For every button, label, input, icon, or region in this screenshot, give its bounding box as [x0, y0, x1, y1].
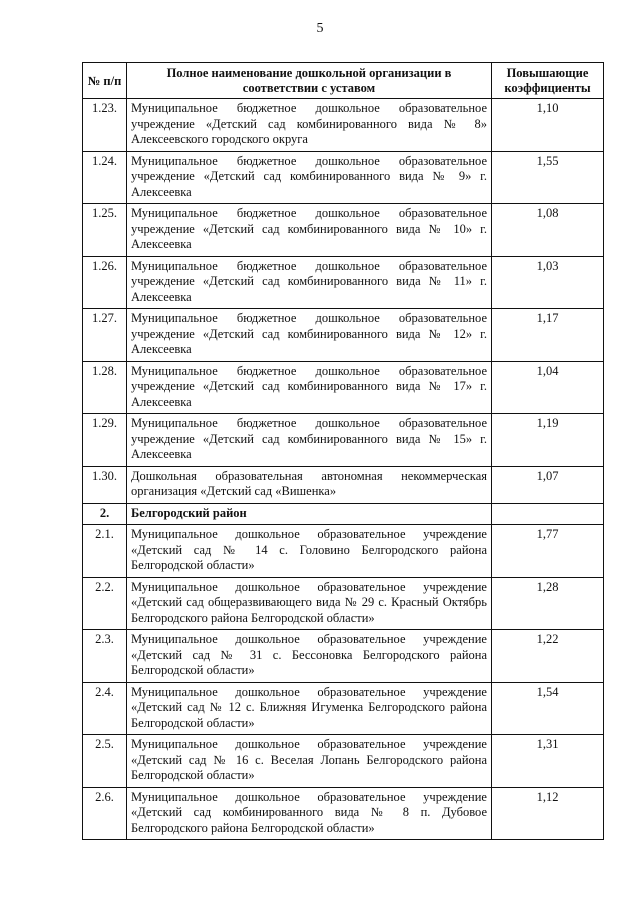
table-row [83, 256, 604, 309]
row-coef: 1,19 [492, 414, 604, 467]
row-num: 1.27. [83, 309, 127, 362]
row-name: Муниципальное дошкольное образовательное учреждение «Детский сад № 31 с. Бессоновка Белгородского района Белгородской области» [127, 630, 492, 683]
row-num: 1.24. [83, 151, 127, 204]
row-num: 1.28. [83, 361, 127, 414]
row-coef: 1,55 [492, 151, 604, 204]
row-coef: 1,10 [492, 99, 604, 152]
row-name: Муниципальное дошкольное образовательное учреждение «Детский сад комбинированного вида № 8 п. Дубовое Белгородского района Белгородской области» [127, 787, 492, 840]
table-row [83, 630, 604, 683]
row-num: 2.5. [83, 735, 127, 788]
table-row [83, 466, 604, 503]
row-coef: 1,12 [492, 787, 604, 840]
section-row [83, 503, 604, 525]
table-row [83, 151, 604, 204]
row-coef: 1,07 [492, 466, 604, 503]
page-number: 5 [316, 21, 324, 36]
row-name: Муниципальное дошкольное образовательное учреждение «Детский сад № 16 с. Веселая Лопань Белгородского района Белгородской области» [127, 735, 492, 788]
table-row [83, 787, 604, 840]
row-name: Муниципальное бюджетное дошкольное образовательное учреждение «Детский сад комбинированного вида № 11» г. Алексеевка [127, 256, 492, 309]
table-row [83, 99, 604, 152]
table-row [83, 204, 604, 257]
row-coef: 1,28 [492, 577, 604, 630]
row-num: 1.29. [83, 414, 127, 467]
row-name: Муниципальное бюджетное дошкольное образовательное учреждение «Детский сад комбинированного вида № 17» г. Алексеевка [127, 361, 492, 414]
row-name: Муниципальное дошкольное образовательное учреждение «Детский сад № 12 с. Ближняя Игуменка Белгородского района Белгородской области» [127, 682, 492, 735]
table-row [83, 525, 604, 578]
table-row [83, 577, 604, 630]
row-name: Муниципальное дошкольное образовательное учреждение «Детский сад № 14 с. Головино Белгородского района Белгородской области» [127, 525, 492, 578]
table-row [83, 414, 604, 467]
row-num: 2. [83, 503, 127, 525]
row-num: 2.3. [83, 630, 127, 683]
header-num: № п/п [83, 63, 127, 99]
row-name: Дошкольная образовательная автономная некоммерческая организация «Детский сад «Вишенка» [127, 466, 492, 503]
table-header-row [83, 63, 604, 99]
row-coef: 1,54 [492, 682, 604, 735]
row-num: 1.23. [83, 99, 127, 152]
table-row [83, 309, 604, 362]
row-coef: 1,77 [492, 525, 604, 578]
row-num: 2.6. [83, 787, 127, 840]
row-coef: 1,31 [492, 735, 604, 788]
table-row [83, 735, 604, 788]
row-num: 2.4. [83, 682, 127, 735]
row-name: Муниципальное бюджетное дошкольное образовательное учреждение «Детский сад комбинированного вида № 12» г. Алексеевка [127, 309, 492, 362]
row-coef: 1,22 [492, 630, 604, 683]
coefficients-table [82, 62, 604, 840]
header-name: Полное наименование дошкольной организации в соответствии с уставом [127, 63, 492, 99]
row-num: 1.25. [83, 204, 127, 257]
row-num: 1.26. [83, 256, 127, 309]
row-coef: 1,03 [492, 256, 604, 309]
row-name: Муниципальное бюджетное дошкольное образовательное учреждение «Детский сад комбинированного вида № 10» г. Алексеевка [127, 204, 492, 257]
row-num: 1.30. [83, 466, 127, 503]
table-row [83, 361, 604, 414]
row-coef: 1,08 [492, 204, 604, 257]
row-num: 2.2. [83, 577, 127, 630]
row-coef: 1,17 [492, 309, 604, 362]
row-coef: 1,04 [492, 361, 604, 414]
row-name: Муниципальное дошкольное образовательное учреждение «Детский сад общеразвивающего вида № 29 с. Красный Октябрь Белгородского района Белгородской области» [127, 577, 492, 630]
row-name: Муниципальное бюджетное дошкольное образовательное учреждение «Детский сад комбинированного вида № 15» г. Алексеевка [127, 414, 492, 467]
row-name: Белгородский район [127, 503, 492, 525]
row-coef [492, 503, 604, 525]
row-num: 2.1. [83, 525, 127, 578]
header-coef: Повышающие коэффициенты [492, 63, 604, 99]
table-row [83, 682, 604, 735]
row-name: Муниципальное бюджетное дошкольное образовательное учреждение «Детский сад комбинированного вида № 9» г. Алексеевка [127, 151, 492, 204]
row-name: Муниципальное бюджетное дошкольное образовательное учреждение «Детский сад комбинированного вида № 8» Алексеевского городского округа [127, 99, 492, 152]
